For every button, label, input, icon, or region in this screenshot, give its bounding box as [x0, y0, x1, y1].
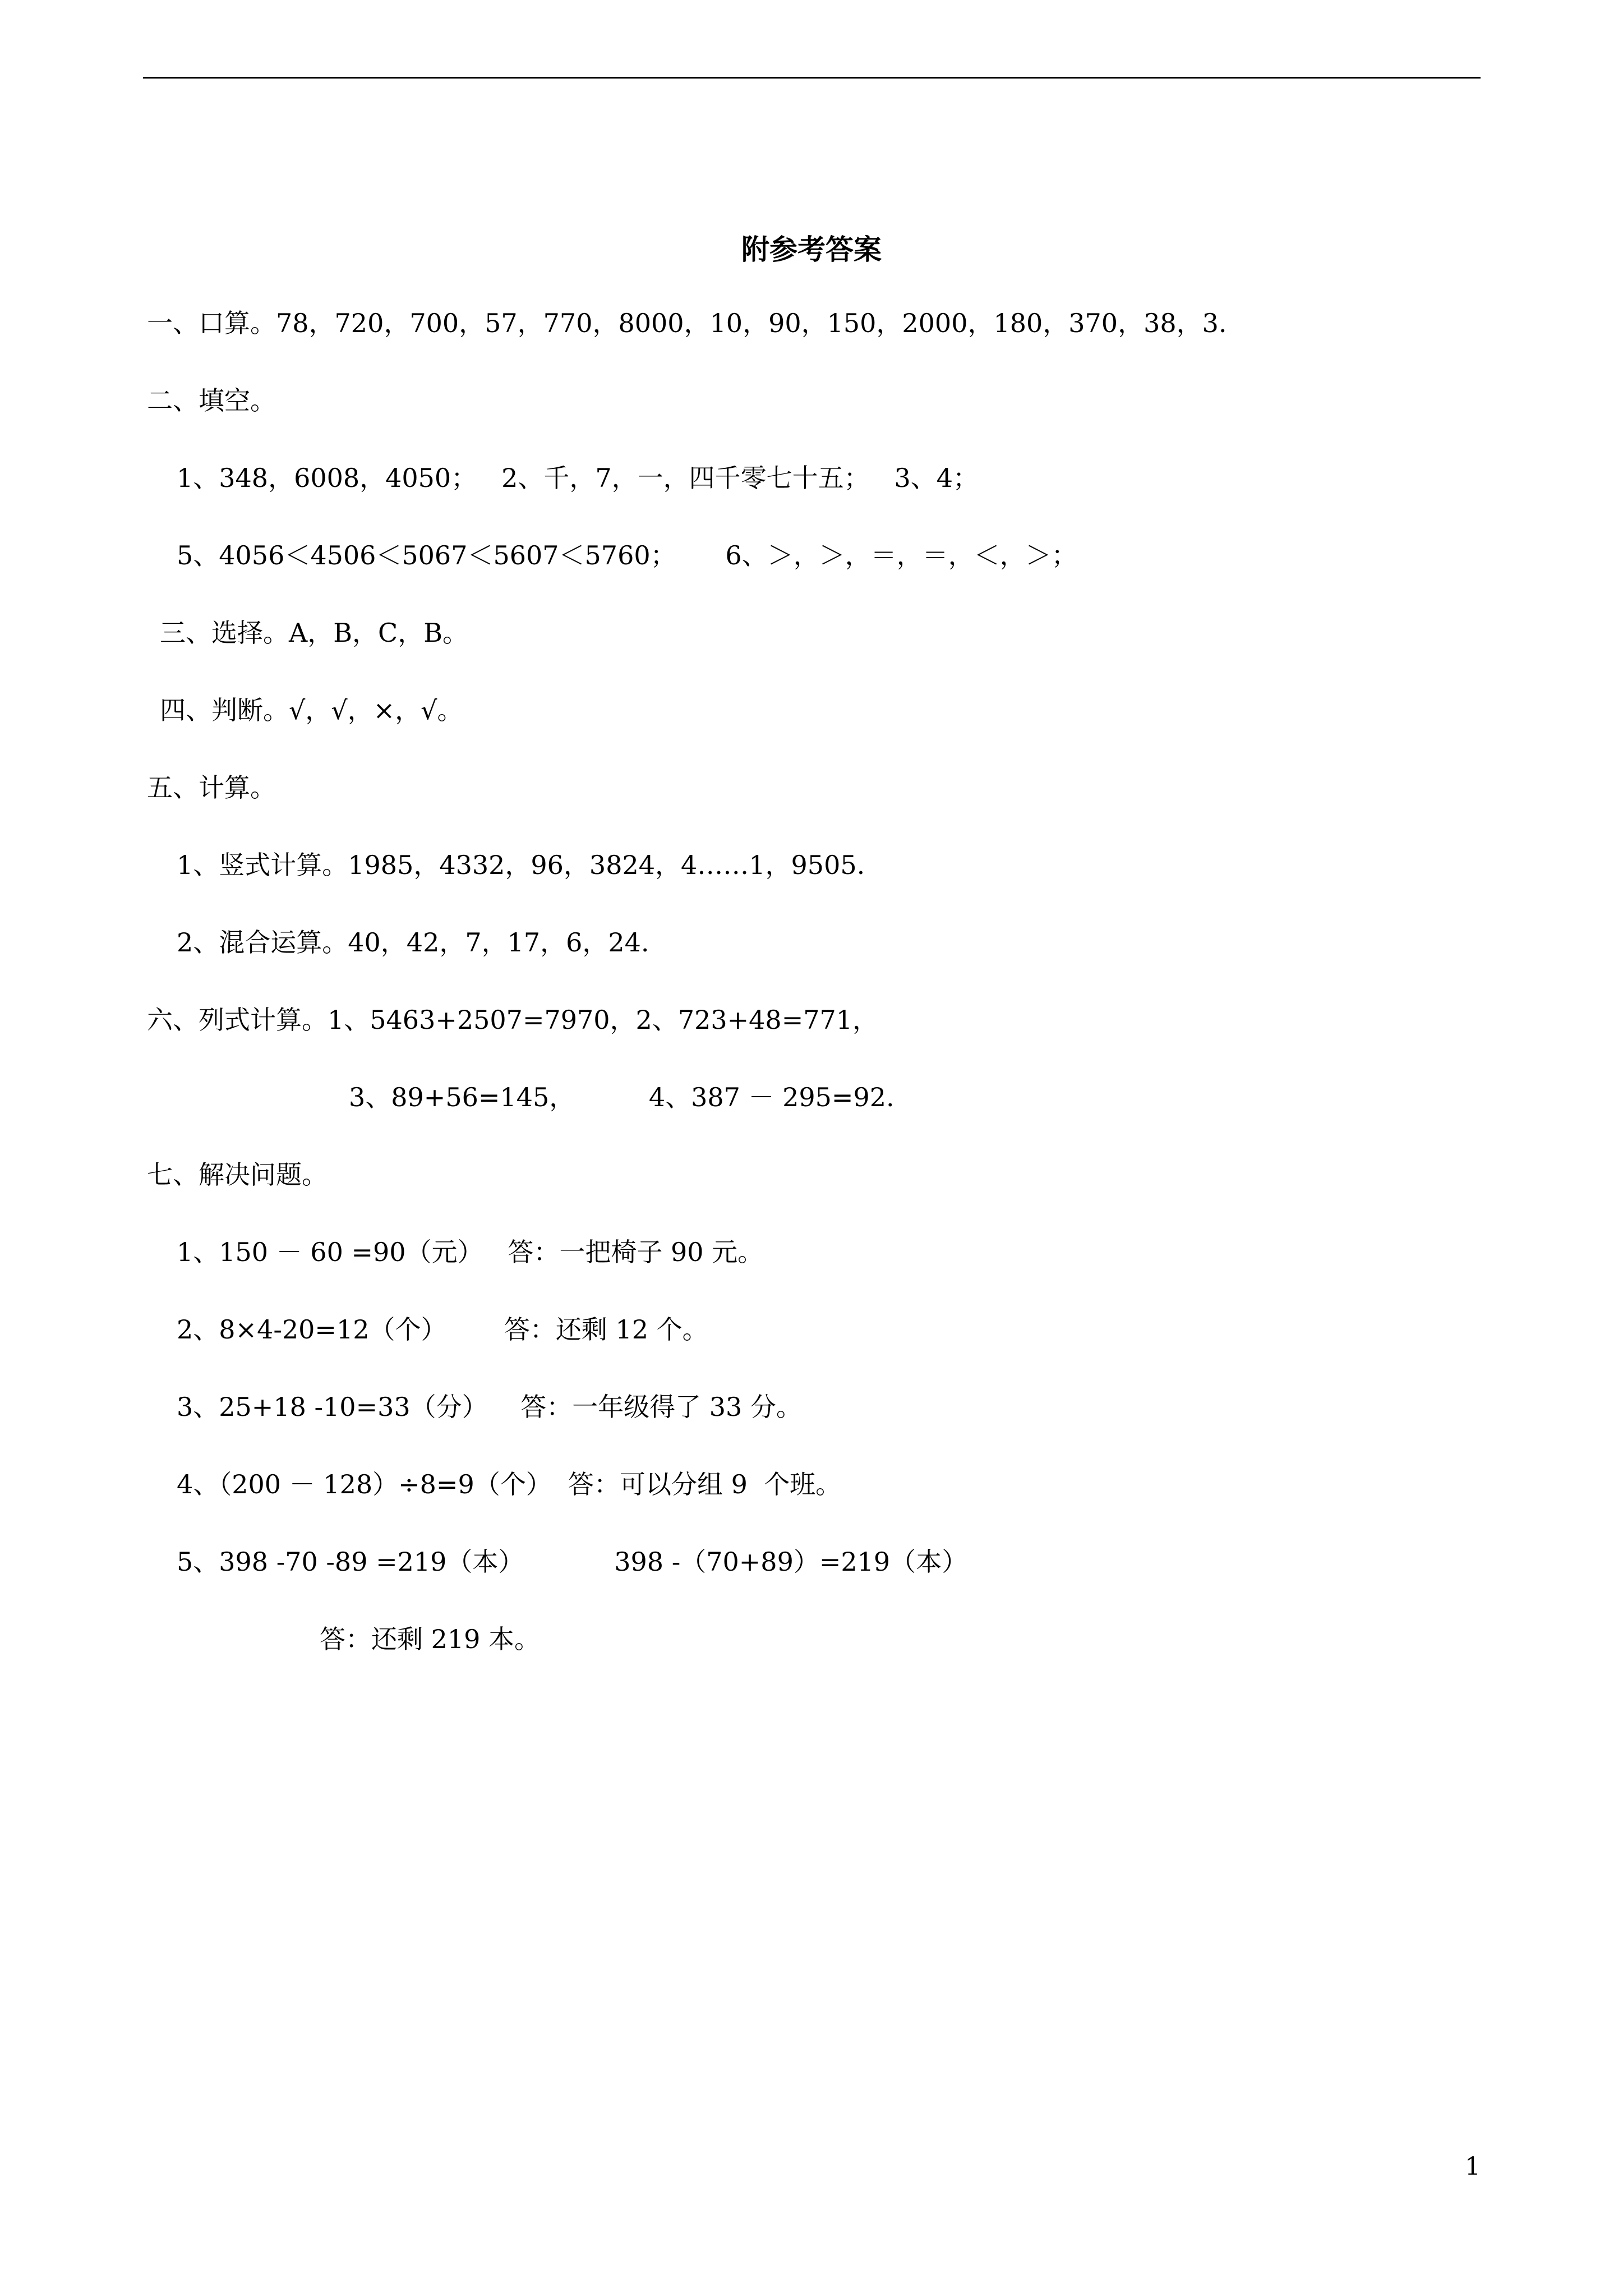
answer-2-1: 1、348，6008，4050； 2、千，7，一，四千零七十五； 3、4； — [177, 463, 979, 493]
answer-7-3: 3、25+18 -10=33（分） 答：一年级得了 33 分。 — [177, 1392, 802, 1422]
answer-section-4: 四、判断。√，√，×，√。 — [160, 695, 463, 725]
answer-2-5: 5、4056＜4506＜5067＜5607＜5760； 6、＞，＞，＝，＝，＜，＞； — [177, 540, 1077, 570]
answer-7-5: 5、398 -70 -89 =219（本） 398 -（70+89）=219（本） — [177, 1547, 968, 1577]
answer-section-5-heading: 五、计算。 — [147, 772, 276, 803]
answer-7-5-conclusion: 答：还剩 219 本。 — [320, 1624, 541, 1654]
answer-7-1: 1、150 － 60 =90（元） 答：一把椅子 90 元。 — [177, 1237, 764, 1267]
page-title: 附参考答案 — [741, 233, 882, 266]
answer-7-4: 4、（200 － 128）÷8=9（个） 答：可以分组 9 个班。 — [177, 1469, 842, 1499]
answer-section-1: 一、口算。78，720，700，57，770，8000，10，90，150，2000，180，370，38，3. — [147, 308, 1227, 338]
answer-section-2-heading: 二、填空。 — [147, 385, 276, 416]
header-rule — [143, 77, 1481, 79]
answer-7-2: 2、8×4-20=12（个） 答：还剩 12 个。 — [177, 1314, 708, 1345]
answer-section-3: 三、选择。A，B，C，B。 — [160, 618, 469, 648]
answer-section-7-heading: 七、解决问题。 — [147, 1159, 328, 1190]
answer-5-2: 2、混合运算。40，42，7，17，6，24. — [177, 927, 649, 958]
answer-section-6: 六、列式计算。1、5463+2507=7970，2、723+48=771， — [147, 1005, 879, 1035]
page-number: 1 — [1465, 2152, 1481, 2181]
answer-5-1: 1、竖式计算。1985，4332，96，3824，4……1，9505. — [177, 850, 865, 880]
answer-section-6-continued: 3、89+56=145， 4、387 － 295=92. — [349, 1082, 895, 1112]
